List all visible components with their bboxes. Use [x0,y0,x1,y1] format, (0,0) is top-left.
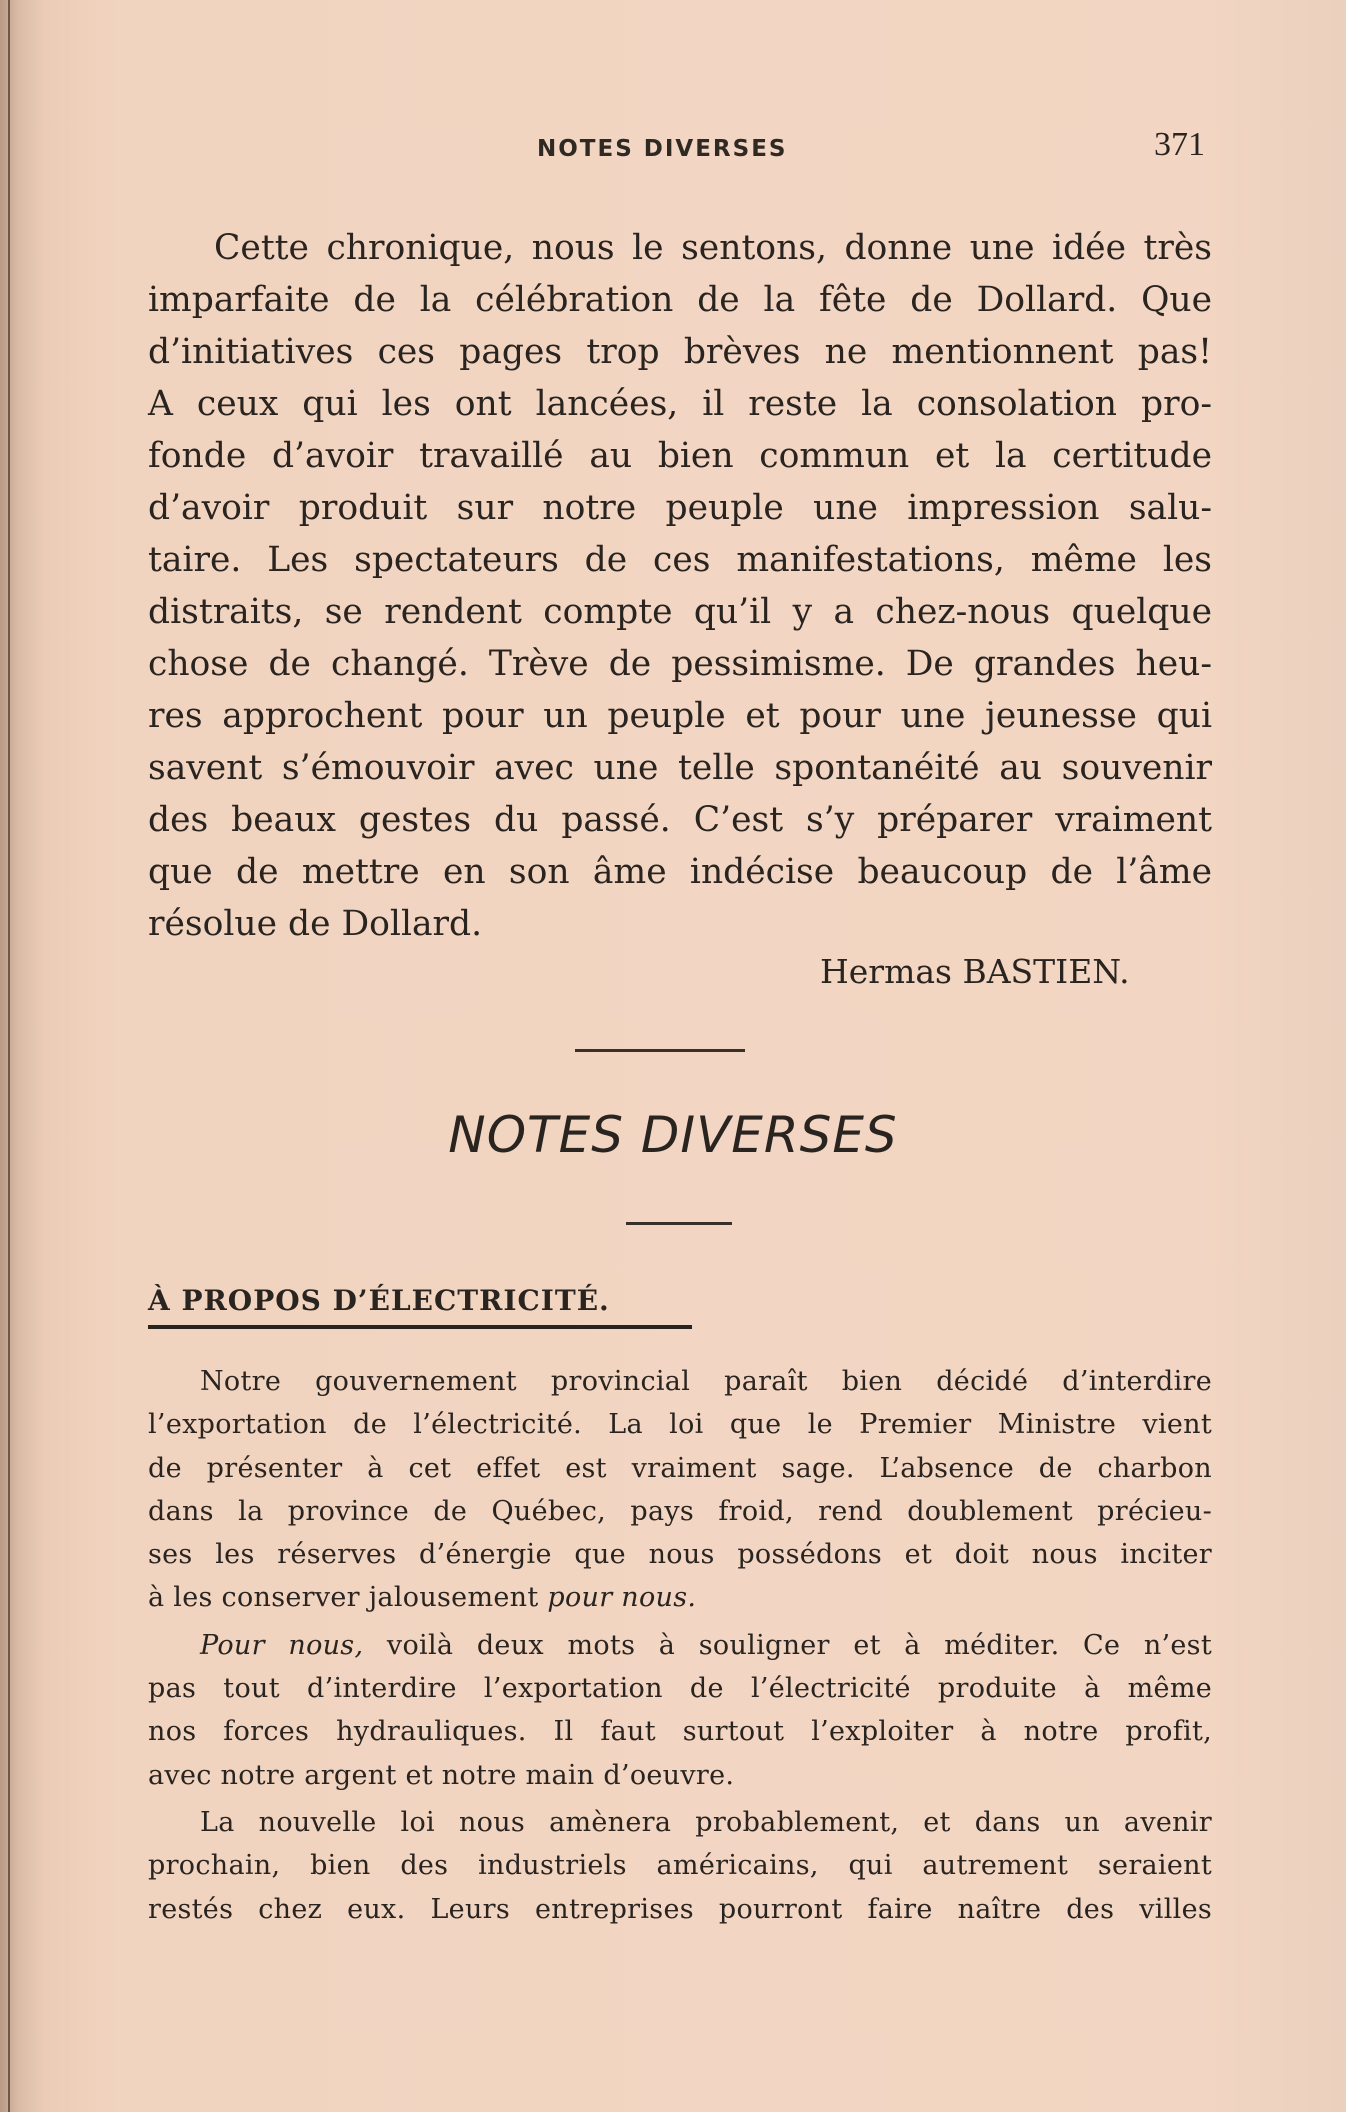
text-fragment: à les conserver jalousement [148,1582,539,1614]
text-line: d’initiatives ces pages trop brèves ne mentionnent pas! [148,332,1212,372]
text-line: l’exportation de l’électricité. La loi que le Premier Ministre vient [148,1409,1212,1441]
emphasis-text: pour nous. [547,1582,697,1614]
text-line: Cette chronique, nous le sentons, donne une idée très [214,228,1212,268]
text-line: Notre gouvernement provincial paraît bien décidé d’interdire [200,1366,1212,1397]
separator-rule [575,1049,745,1052]
text-line: distraits, se rendent compte qu’il y a chez-nous quelque [148,592,1212,632]
article-body [148,1360,1212,1931]
text-line: que de mettre en son âme indécise beaucoup de l’âme [148,852,1212,892]
text-line: d’avoir produit sur notre peuple une impression salu- [148,488,1212,528]
text-line: savent s’émouvoir avec une telle spontanéité au souvenir [148,748,1212,788]
text-line: de présenter à cet effet est vraiment sage. L’absence de charbon [148,1452,1212,1484]
text-line: restés chez eux. Leurs entreprises pourront faire naître des villes [148,1893,1212,1925]
text-line: ses les réserves d’énergie que nous possédons et doit nous inciter [148,1539,1212,1571]
text-line [148,1576,1212,1619]
text-line: taire. Les spectateurs de ces manifestations, même les [148,540,1212,580]
author-signature: Hermas BASTIEN. [820,952,1130,991]
text-line: avec notre argent et notre main d’oeuvre. [148,1759,735,1791]
text-line: A ceux qui les ont lancées, il reste la consolation pro- [148,384,1212,424]
text-line: pas tout d’interdire l’exportation de l’électricité produite à même [148,1673,1212,1705]
page-number: 371 [1154,126,1205,163]
text-line: res approchent pour un peuple et pour une jeunesse qui [148,696,1212,736]
text-fragment: voilà deux mots à souligner et à méditer. Ce n’est [363,1629,1212,1661]
text-line: des beaux gestes du passé. C’est s’y préparer vraiment [148,800,1212,840]
text-line: imparfaite de la célébration de la fête de Dollard. Que [148,280,1212,320]
section-title: NOTES DIVERSES [448,1106,898,1164]
text-line: La nouvelle loi nous amènera probablement, et dans un avenir [200,1806,1212,1838]
emphasis-text: Pour nous, [200,1629,364,1661]
article-heading: À PROPOS D’ÉLECTRICITÉ. [148,1284,610,1317]
chronicle-paragraph [148,222,1212,950]
heading-underline [148,1325,692,1329]
text-line: chose de changé. Trève de pessimisme. De grandes heu- [148,644,1212,684]
text-line: résolue de Dollard. [148,904,483,944]
text-line: nos forces hydrauliques. Il faut surtout l’exploiter à notre profit, [148,1716,1212,1748]
text-line: prochain, bien des industriels américains, qui autrement seraient [148,1850,1212,1882]
text-line [148,1624,1212,1667]
text-line: dans la province de Québec, pays froid, rend doublement précieu- [148,1495,1212,1527]
running-head: NOTES DIVERSES [537,136,788,162]
binding-edge [8,0,10,2112]
separator-rule-short [626,1222,732,1225]
text-line: fonde d’avoir travaillé au bien commun et la certitude [148,436,1212,476]
